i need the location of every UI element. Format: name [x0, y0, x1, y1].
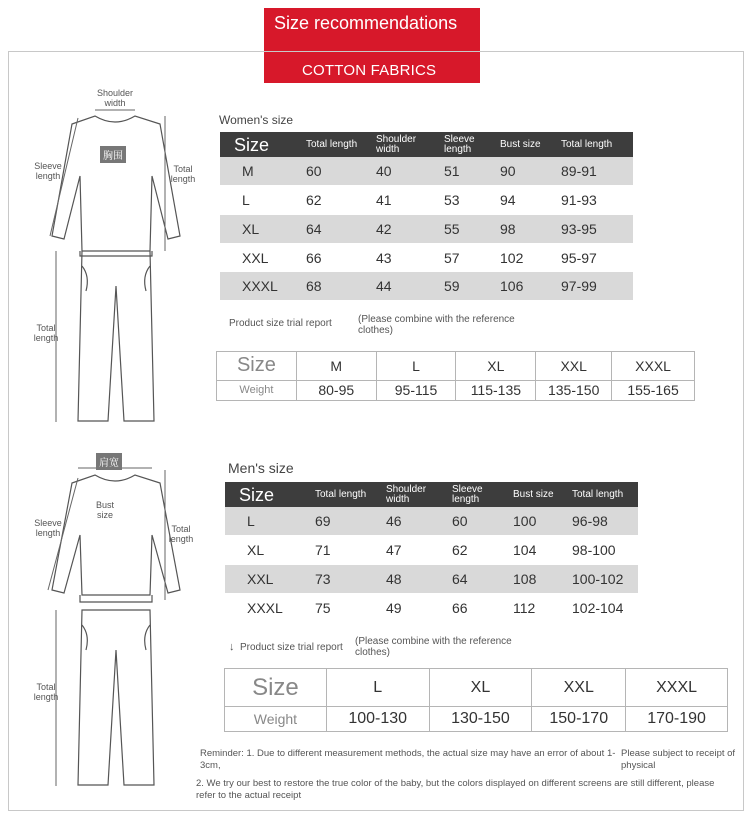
cell: 59 [440, 272, 496, 300]
weight-size-label: Size [225, 669, 327, 707]
cell: M [296, 352, 376, 381]
header-total-length: Total length [311, 482, 382, 507]
cell: 75 [315, 600, 331, 616]
men-trial-label: Product size trial report [240, 642, 343, 653]
cell: 42 [372, 215, 440, 243]
cell: 94 [500, 192, 516, 208]
cell: 60 [302, 157, 372, 185]
cell: 62 [306, 192, 322, 208]
table-row [220, 215, 633, 243]
cell: 69 [311, 507, 382, 535]
cell: XXXL [220, 272, 302, 300]
total-length-label-top: Total length [168, 524, 194, 544]
women-size-title: Women's size [219, 113, 294, 127]
cell: 41 [376, 192, 392, 208]
cell: XXL [536, 352, 612, 381]
cell: L [326, 669, 429, 707]
weight-weight-label: Weight [225, 707, 327, 732]
banner-subtitle: COTTON FABRICS [302, 62, 437, 79]
cell: XXXL [626, 669, 728, 707]
header-size: Size [220, 132, 302, 157]
cell: 46 [382, 507, 448, 535]
cell: 98 [496, 215, 557, 243]
cell: 66 [306, 249, 322, 266]
total-length-label-pants: Total length [33, 323, 59, 343]
men-size-title: Men's size [228, 460, 294, 476]
women-garment-drawing [20, 86, 210, 436]
cell: XL [220, 215, 302, 243]
weight-size-label: Size [217, 352, 297, 381]
table-row [225, 507, 638, 535]
cell: 91-93 [561, 192, 597, 208]
cell: 95-115 [376, 380, 456, 400]
cell: M [220, 157, 302, 185]
cell: 64 [448, 565, 509, 593]
cell: 104 [513, 542, 537, 558]
cell: 100-102 [568, 565, 638, 593]
cell: 55 [440, 215, 496, 243]
cell: XXXL [247, 600, 283, 616]
women-weight-table [216, 351, 695, 401]
cell: 100-130 [326, 707, 429, 732]
cell: 73 [311, 565, 382, 593]
cell: 49 [386, 600, 402, 616]
cell: XXL [242, 249, 269, 266]
men-size-table [225, 482, 638, 623]
banner-title: Size recommendations [274, 13, 458, 33]
header-bust-size: Bust size [496, 132, 557, 157]
women-figure [20, 86, 210, 436]
header-bust-size: Bust size [509, 482, 568, 507]
women-trial-label: Product size trial report [229, 318, 332, 329]
reminder-note-1-side: Please subject to receipt of physical [621, 748, 736, 771]
cell: 51 [440, 157, 496, 185]
shoulder-tag: 肩宽 [96, 453, 122, 470]
table-row [220, 157, 633, 185]
header-sleeve-length: Sleeve length [448, 482, 509, 507]
cell: XL [429, 669, 532, 707]
women-size-table [220, 132, 633, 300]
cell: L [242, 192, 250, 208]
cell: 60 [448, 507, 509, 535]
cell: XXXL [612, 352, 695, 381]
cell: 66 [452, 600, 468, 616]
cell: 64 [302, 215, 372, 243]
shoulder-width-label: Shoulder width [96, 88, 134, 108]
header-total-length-2: Total length [568, 482, 638, 507]
cell: 48 [382, 565, 448, 593]
header-shoulder-width: Shoulder width [372, 132, 440, 157]
cell: 130-150 [429, 707, 532, 732]
table-row [225, 535, 638, 565]
cell: 115-135 [456, 380, 536, 400]
men-trial-note: (Please combine with the reference clothes) [355, 636, 512, 658]
header-shoulder-width: Shoulder width [382, 482, 448, 507]
cell: 57 [444, 249, 460, 266]
cell: 135-150 [536, 380, 612, 400]
cell: 62 [452, 542, 468, 558]
sleeve-length-label: Sleeve length [34, 161, 62, 181]
cell: 68 [302, 272, 372, 300]
cell: 40 [372, 157, 440, 185]
total-length-label-top: Total length [170, 164, 196, 184]
cell: 93-95 [557, 215, 633, 243]
weight-weight-label: Weight [217, 380, 297, 400]
cell: 43 [376, 249, 392, 266]
cell: L [225, 507, 311, 535]
cell: 89-91 [557, 157, 633, 185]
table-row [220, 185, 633, 215]
cell: 98-100 [572, 542, 616, 558]
cell: 95-97 [561, 249, 597, 266]
header-total-length: Total length [302, 132, 372, 157]
cell: 100 [509, 507, 568, 535]
cell: 53 [444, 192, 460, 208]
cell: 90 [496, 157, 557, 185]
header-sleeve-length: Sleeve length [440, 132, 496, 157]
cell: 44 [372, 272, 440, 300]
men-figure [20, 450, 210, 800]
cell: L [376, 352, 456, 381]
cell: XL [247, 542, 265, 558]
cell: XL [456, 352, 536, 381]
table-row [220, 272, 633, 300]
cell: XXL [225, 565, 311, 593]
sleeve-length-label: Sleeve length [34, 518, 62, 538]
cell: 80-95 [296, 380, 376, 400]
cell: 106 [496, 272, 557, 300]
total-length-label-pants: Total length [33, 682, 59, 702]
header-total-length-2: Total length [557, 132, 633, 157]
cell: 96-98 [568, 507, 638, 535]
table-row [225, 593, 638, 623]
men-weight-table [224, 668, 728, 732]
cell: 155-165 [612, 380, 695, 400]
table-row [225, 565, 638, 593]
cell: XXL [532, 669, 626, 707]
reminder-note-1: Reminder: 1. Due to different measurement methods, the actual size may have an error of about 1-3cm, [200, 748, 616, 771]
cell: 108 [509, 565, 568, 593]
cell: 47 [386, 542, 402, 558]
men-trial-arrow: ↓ [229, 641, 235, 653]
women-trial-note: (Please combine with the reference clothes) [358, 314, 515, 336]
bust-size-label: Bust size [95, 500, 114, 520]
header-size: Size [225, 482, 311, 507]
table-row [220, 243, 633, 272]
cell: 112 [513, 600, 536, 616]
cell: 71 [315, 542, 331, 558]
cell: 102 [500, 249, 524, 266]
cell: 102-104 [572, 600, 624, 616]
chest-tag: 胸围 [100, 146, 126, 163]
cell: 150-170 [532, 707, 626, 732]
reminder-note-2: 2. We try our best to restore the true color of the baby, but the colors displayed on different screens are still different, please refer to the actual receipt [196, 778, 715, 801]
cell: 170-190 [626, 707, 728, 732]
cell: 97-99 [557, 272, 633, 300]
